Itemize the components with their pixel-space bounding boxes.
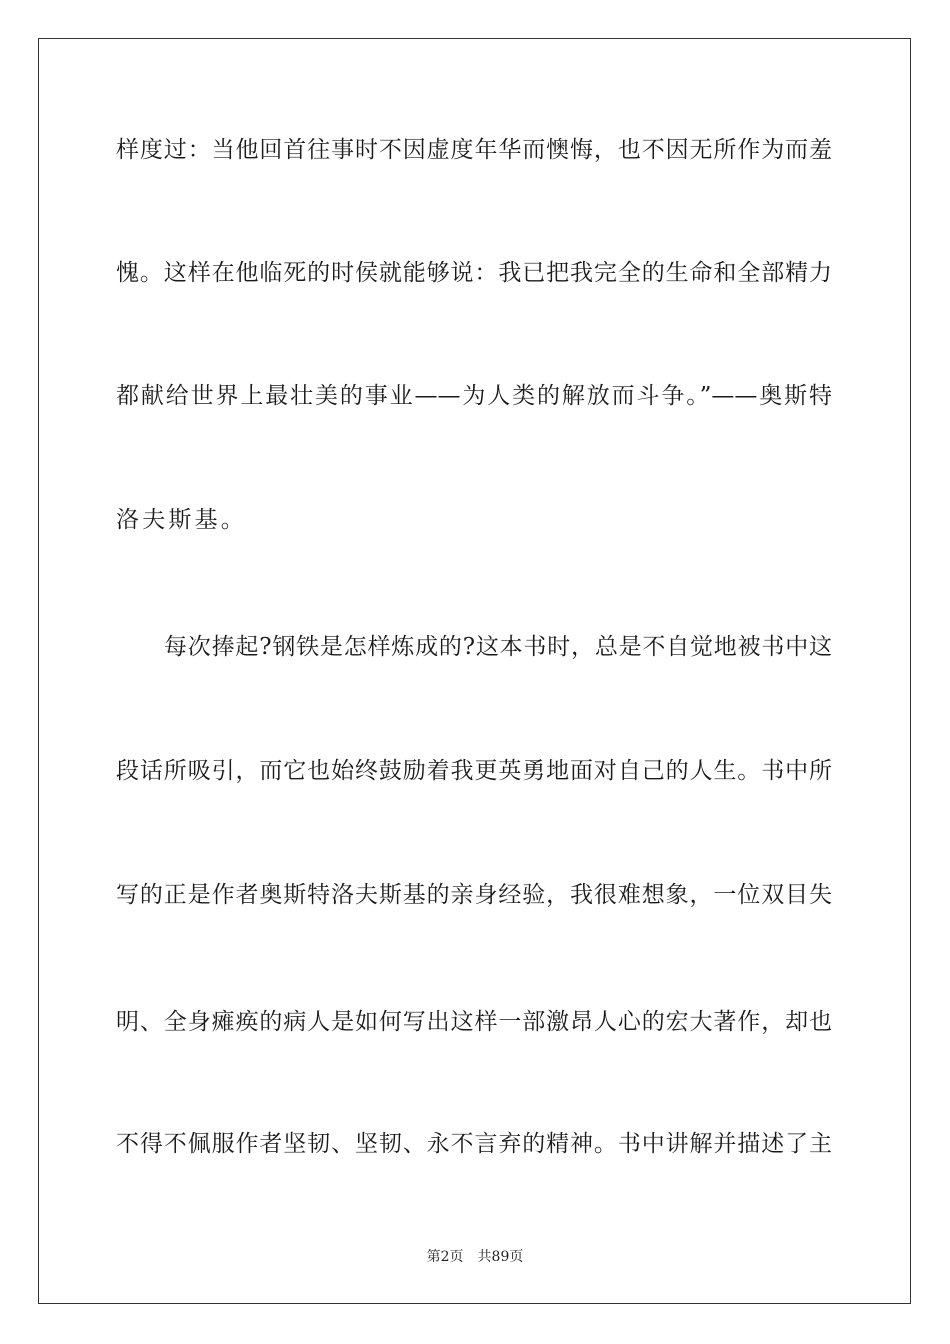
paragraph-line: 每次捧起?钢铁是怎样炼成的?这本书时，总是不自觉地被书中这 [164,634,832,660]
page-total: 共89页 [477,1249,524,1265]
paragraph-line: 写的正是作者奥斯特洛夫斯基的亲身经验，我很难想象，一位双目失 [116,882,832,908]
paragraph-line: 不得不佩服作者坚韧、坚韧、永不言弃的精神。书中讲解并描述了主 [116,1131,832,1157]
page-footer [0,1248,950,1266]
paragraph-line: 洛夫斯基。 [116,507,247,533]
paragraph-line: 段话所吸引，而它也始终鼓励着我更英勇地面对自己的人生。书中所 [116,758,832,784]
paragraph-line: 样度过：当他回首往事时不因虚度年华而懊悔，也不因无所作为而羞 [116,137,832,163]
paragraph-line: 明、全身瘫痪的病人是如何写出这样一部激昂人心的宏大著作，却也 [116,1009,832,1035]
page-border [38,38,911,1304]
page-number: 第2页 [426,1249,464,1265]
paragraph-line: 都献给世界上最壮美的事业——为人类的解放而斗争。”——奥斯特 [116,383,832,409]
paragraph-line: 愧。这样在他临死的时侯就能够说：我已把我完全的生命和全部精力 [116,260,832,286]
